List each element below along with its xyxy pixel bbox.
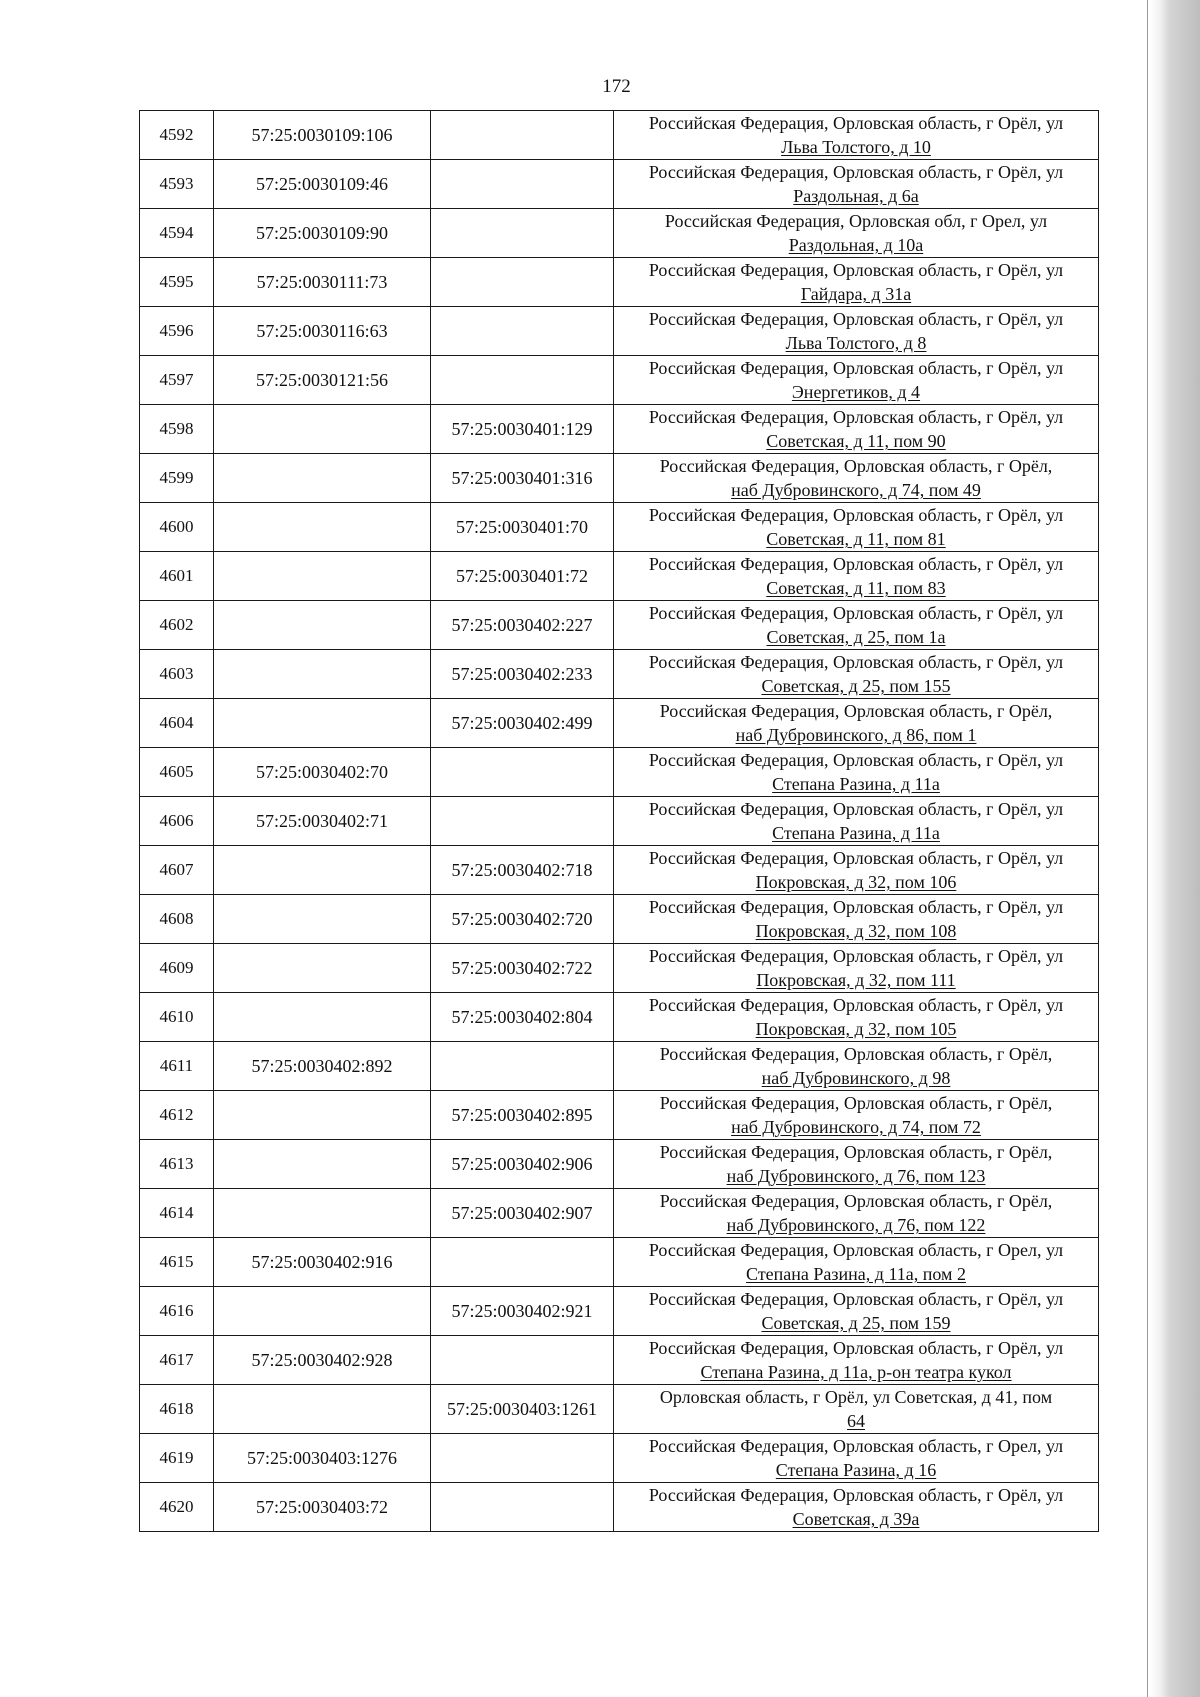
table-row (140, 1042, 1099, 1091)
address-cell (614, 846, 1099, 895)
address-line-2: наб Дубровинского, д 76, пом 123 (726, 1166, 986, 1186)
address-line-1: Российская Федерация, Орловская область, г Орёл, ул (648, 1338, 1064, 1358)
table-row (140, 209, 1099, 258)
address-cell (614, 1140, 1099, 1189)
row-number-cell: 4598 (140, 405, 214, 454)
cadastral-number-cell: 57:25:0030403:1276 (214, 1434, 431, 1483)
address-line-1: Российская Федерация, Орловская область, г Орёл, ул (648, 995, 1064, 1015)
address-line-1: Российская Федерация, Орловская область, г Орёл, ул (648, 946, 1064, 966)
address-line-2: Покровская, д 32, пом 106 (755, 872, 957, 892)
cadastral-number-cell: 57:25:0030403:72 (214, 1483, 431, 1532)
row-number-cell: 4592 (140, 111, 214, 160)
address-line-1: Российская Федерация, Орловская область, г Орёл, (659, 1142, 1053, 1162)
cadastral-number-cell (214, 503, 431, 552)
cadastral-number-cell (214, 1385, 431, 1434)
address-cell (614, 356, 1099, 405)
table-row (140, 1238, 1099, 1287)
table-row (140, 405, 1099, 454)
table-row (140, 748, 1099, 797)
address-cell (614, 1238, 1099, 1287)
address-cell (614, 160, 1099, 209)
address-line-2: Степана Разина, д 11а (772, 774, 940, 794)
address-cell (614, 1189, 1099, 1238)
premises-number-cell (431, 1042, 614, 1091)
table-row (140, 454, 1099, 503)
table-row (140, 699, 1099, 748)
address-cell (614, 209, 1099, 258)
row-number-cell: 4617 (140, 1336, 214, 1385)
row-number-cell: 4618 (140, 1385, 214, 1434)
cadastral-number-cell: 57:25:0030109:106 (214, 111, 431, 160)
address-line-2: Степана Разина, д 11а, р-он театра кукол (700, 1362, 1012, 1382)
address-line-2: Раздольная, д 10а (788, 235, 924, 255)
address-line-2: Советская, д 25, пом 1а (766, 627, 946, 647)
address-line-2: Покровская, д 32, пом 105 (755, 1019, 957, 1039)
address-line-1: Российская Федерация, Орловская область, г Орёл, ул (648, 848, 1064, 868)
address-line-1: Российская Федерация, Орловская область, г Орёл, ул (648, 260, 1064, 280)
address-cell (614, 307, 1099, 356)
cadastral-number-cell (214, 699, 431, 748)
row-number-cell: 4620 (140, 1483, 214, 1532)
cadastral-number-cell (214, 405, 431, 454)
address-line-2: Советская, д 11, пом 83 (766, 578, 946, 598)
address-line-2: Советская, д 11, пом 81 (766, 529, 946, 549)
table-row (140, 1091, 1099, 1140)
premises-number-cell: 57:25:0030401:70 (431, 503, 614, 552)
address-cell (614, 1336, 1099, 1385)
address-cell (614, 552, 1099, 601)
scan-edge-line (1147, 0, 1148, 1697)
row-number-cell: 4612 (140, 1091, 214, 1140)
cadastral-number-cell: 57:25:0030121:56 (214, 356, 431, 405)
table-row (140, 1483, 1099, 1532)
premises-number-cell: 57:25:0030402:233 (431, 650, 614, 699)
cadastral-number-cell: 57:25:0030402:70 (214, 748, 431, 797)
address-line-2: наб Дубровинского, д 74, пом 72 (731, 1117, 981, 1137)
cadastral-number-cell (214, 993, 431, 1042)
address-line-2: 64 (847, 1411, 865, 1431)
address-line-1: Российская Федерация, Орловская область, г Орёл, ул (648, 1485, 1064, 1505)
premises-number-cell: 57:25:0030402:895 (431, 1091, 614, 1140)
address-line-2: Советская, д 39а (792, 1509, 920, 1529)
address-cell (614, 503, 1099, 552)
cadastral-number-cell (214, 1091, 431, 1140)
table-row (140, 846, 1099, 895)
cadastral-number-cell (214, 895, 431, 944)
address-line-1: Российская Федерация, Орловская область, г Орёл, ул (648, 897, 1064, 917)
address-line-2: Советская, д 25, пом 155 (761, 676, 951, 696)
address-line-2: Степана Разина, д 11а (772, 823, 940, 843)
row-number-cell: 4594 (140, 209, 214, 258)
row-number-cell: 4599 (140, 454, 214, 503)
address-line-1: Российская Федерация, Орловская область, г Орёл, ул (648, 652, 1064, 672)
premises-number-cell (431, 209, 614, 258)
table-row (140, 650, 1099, 699)
premises-number-cell: 57:25:0030402:499 (431, 699, 614, 748)
address-cell (614, 1434, 1099, 1483)
address-line-1: Российская Федерация, Орловская область, г Орёл, ул (648, 554, 1064, 574)
premises-number-cell: 57:25:0030402:720 (431, 895, 614, 944)
table-row (140, 160, 1099, 209)
address-cell (614, 1042, 1099, 1091)
premises-number-cell (431, 160, 614, 209)
premises-number-cell: 57:25:0030402:718 (431, 846, 614, 895)
scan-edge (1150, 0, 1200, 1697)
row-number-cell: 4607 (140, 846, 214, 895)
cadastral-number-cell: 57:25:0030111:73 (214, 258, 431, 307)
address-cell (614, 797, 1099, 846)
cadastral-number-cell: 57:25:0030116:63 (214, 307, 431, 356)
premises-number-cell: 57:25:0030401:316 (431, 454, 614, 503)
row-number-cell: 4604 (140, 699, 214, 748)
row-number-cell: 4603 (140, 650, 214, 699)
address-cell (614, 1091, 1099, 1140)
row-number-cell: 4616 (140, 1287, 214, 1336)
premises-number-cell: 57:25:0030402:907 (431, 1189, 614, 1238)
table-row (140, 1434, 1099, 1483)
table-row (140, 552, 1099, 601)
address-line-1: Российская Федерация, Орловская область, г Орёл, ул (648, 603, 1064, 623)
row-number-cell: 4602 (140, 601, 214, 650)
row-number-cell: 4608 (140, 895, 214, 944)
address-cell (614, 944, 1099, 993)
address-line-2: Энергетиков, д 4 (791, 382, 921, 402)
premises-number-cell (431, 307, 614, 356)
address-line-2: Советская, д 25, пом 159 (761, 1313, 951, 1333)
premises-number-cell: 57:25:0030401:129 (431, 405, 614, 454)
row-number-cell: 4595 (140, 258, 214, 307)
address-line-2: наб Дубровинского, д 86, пом 1 (735, 725, 977, 745)
table-row (140, 1287, 1099, 1336)
premises-number-cell: 57:25:0030402:921 (431, 1287, 614, 1336)
address-line-1: Российская Федерация, Орловская область, г Орёл, (659, 1044, 1053, 1064)
address-line-2: Гайдара, д 31а (800, 284, 912, 304)
address-line-2: Льва Толстого, д 10 (781, 137, 931, 157)
premises-number-cell (431, 111, 614, 160)
address-line-2: Советская, д 11, пом 90 (766, 431, 946, 451)
table-row (140, 1385, 1099, 1434)
row-number-cell: 4601 (140, 552, 214, 601)
table-row (140, 111, 1099, 160)
address-cell (614, 1287, 1099, 1336)
premises-number-cell (431, 1434, 614, 1483)
page-number: 172 (602, 76, 631, 97)
address-line-2: Степана Разина, д 11а, пом 2 (746, 1264, 966, 1284)
address-line-1: Российская Федерация, Орловская область, г Орёл, (659, 1093, 1053, 1113)
address-line-1: Российская Федерация, Орловская область, г Орёл, (659, 1191, 1053, 1211)
address-line-1: Российская Федерация, Орловская область, г Орёл, ул (648, 309, 1064, 329)
table-row (140, 895, 1099, 944)
address-line-1: Российская Федерация, Орловская область, г Орёл, ул (648, 358, 1064, 378)
cadastral-number-cell: 57:25:0030109:46 (214, 160, 431, 209)
premises-number-cell: 57:25:0030401:72 (431, 552, 614, 601)
address-cell (614, 601, 1099, 650)
address-line-1: Российская Федерация, Орловская область, г Орёл, ул (648, 113, 1064, 133)
premises-number-cell: 57:25:0030402:906 (431, 1140, 614, 1189)
row-number-cell: 4596 (140, 307, 214, 356)
address-line-1: Российская Федерация, Орловская область, г Орёл, (659, 456, 1053, 476)
row-number-cell: 4615 (140, 1238, 214, 1287)
address-line-2: Покровская, д 32, пом 111 (756, 970, 956, 990)
premises-number-cell (431, 748, 614, 797)
table-row (140, 993, 1099, 1042)
cadastral-number-cell (214, 1189, 431, 1238)
address-line-1: Орловская область, г Орёл, ул Советская, д 41, пом (659, 1387, 1053, 1407)
premises-number-cell (431, 1238, 614, 1287)
cadastral-number-cell: 57:25:0030402:916 (214, 1238, 431, 1287)
premises-number-cell (431, 797, 614, 846)
address-cell (614, 895, 1099, 944)
cadastral-number-cell (214, 650, 431, 699)
row-number-cell: 4605 (140, 748, 214, 797)
cadastral-number-cell (214, 1140, 431, 1189)
cadastral-number-cell: 57:25:0030109:90 (214, 209, 431, 258)
row-number-cell: 4613 (140, 1140, 214, 1189)
address-line-1: Российская Федерация, Орловская область, г Орел, ул (648, 1240, 1064, 1260)
row-number-cell: 4610 (140, 993, 214, 1042)
premises-number-cell (431, 1336, 614, 1385)
cadastral-number-cell (214, 944, 431, 993)
address-cell (614, 405, 1099, 454)
address-cell (614, 699, 1099, 748)
cadastral-number-cell: 57:25:0030402:928 (214, 1336, 431, 1385)
address-cell (614, 111, 1099, 160)
address-line-1: Российская Федерация, Орловская область, г Орёл, ул (648, 799, 1064, 819)
address-line-1: Российская Федерация, Орловская область, г Орёл, ул (648, 750, 1064, 770)
table-row (140, 1336, 1099, 1385)
table-row (140, 944, 1099, 993)
address-cell (614, 1385, 1099, 1434)
address-cell (614, 993, 1099, 1042)
table-row (140, 601, 1099, 650)
address-line-2: наб Дубровинского, д 74, пом 49 (731, 480, 981, 500)
table-row (140, 1140, 1099, 1189)
registry-table-body (140, 111, 1099, 1532)
table-row (140, 797, 1099, 846)
address-line-1: Российская Федерация, Орловская область, г Орел, ул (648, 1436, 1064, 1456)
address-cell (614, 650, 1099, 699)
row-number-cell: 4609 (140, 944, 214, 993)
premises-number-cell (431, 1483, 614, 1532)
table-row (140, 356, 1099, 405)
address-line-2: Покровская, д 32, пом 108 (755, 921, 957, 941)
row-number-cell: 4611 (140, 1042, 214, 1091)
address-line-1: Российская Федерация, Орловская обл, г Орел, ул (664, 211, 1048, 231)
registry-table (139, 110, 1099, 1532)
address-line-2: наб Дубровинского, д 98 (761, 1068, 951, 1088)
premises-number-cell (431, 258, 614, 307)
cadastral-number-cell (214, 601, 431, 650)
cadastral-number-cell: 57:25:0030402:892 (214, 1042, 431, 1091)
address-line-1: Российская Федерация, Орловская область, г Орёл, ул (648, 162, 1064, 182)
address-line-2: Степана Разина, д 16 (775, 1460, 937, 1480)
premises-number-cell: 57:25:0030403:1261 (431, 1385, 614, 1434)
row-number-cell: 4600 (140, 503, 214, 552)
address-line-2: Льва Толстого, д 8 (785, 333, 927, 353)
cadastral-number-cell (214, 454, 431, 503)
cadastral-number-cell (214, 846, 431, 895)
premises-number-cell: 57:25:0030402:722 (431, 944, 614, 993)
address-line-1: Российская Федерация, Орловская область, г Орёл, ул (648, 1289, 1064, 1309)
table-row (140, 258, 1099, 307)
address-cell (614, 748, 1099, 797)
premises-number-cell: 57:25:0030402:227 (431, 601, 614, 650)
row-number-cell: 4593 (140, 160, 214, 209)
address-line-2: Раздольная, д 6а (793, 186, 919, 206)
cadastral-number-cell (214, 552, 431, 601)
address-line-1: Российская Федерация, Орловская область, г Орёл, ул (648, 407, 1064, 427)
row-number-cell: 4597 (140, 356, 214, 405)
address-line-1: Российская Федерация, Орловская область, г Орёл, ул (648, 505, 1064, 525)
address-cell (614, 1483, 1099, 1532)
premises-number-cell: 57:25:0030402:804 (431, 993, 614, 1042)
row-number-cell: 4614 (140, 1189, 214, 1238)
cadastral-number-cell: 57:25:0030402:71 (214, 797, 431, 846)
address-line-1: Российская Федерация, Орловская область, г Орёл, (659, 701, 1053, 721)
address-cell (614, 258, 1099, 307)
address-line-2: наб Дубровинского, д 76, пом 122 (726, 1215, 986, 1235)
row-number-cell: 4606 (140, 797, 214, 846)
table-row (140, 307, 1099, 356)
table-row (140, 1189, 1099, 1238)
cadastral-number-cell (214, 1287, 431, 1336)
premises-number-cell (431, 356, 614, 405)
address-cell (614, 454, 1099, 503)
row-number-cell: 4619 (140, 1434, 214, 1483)
table-row (140, 503, 1099, 552)
